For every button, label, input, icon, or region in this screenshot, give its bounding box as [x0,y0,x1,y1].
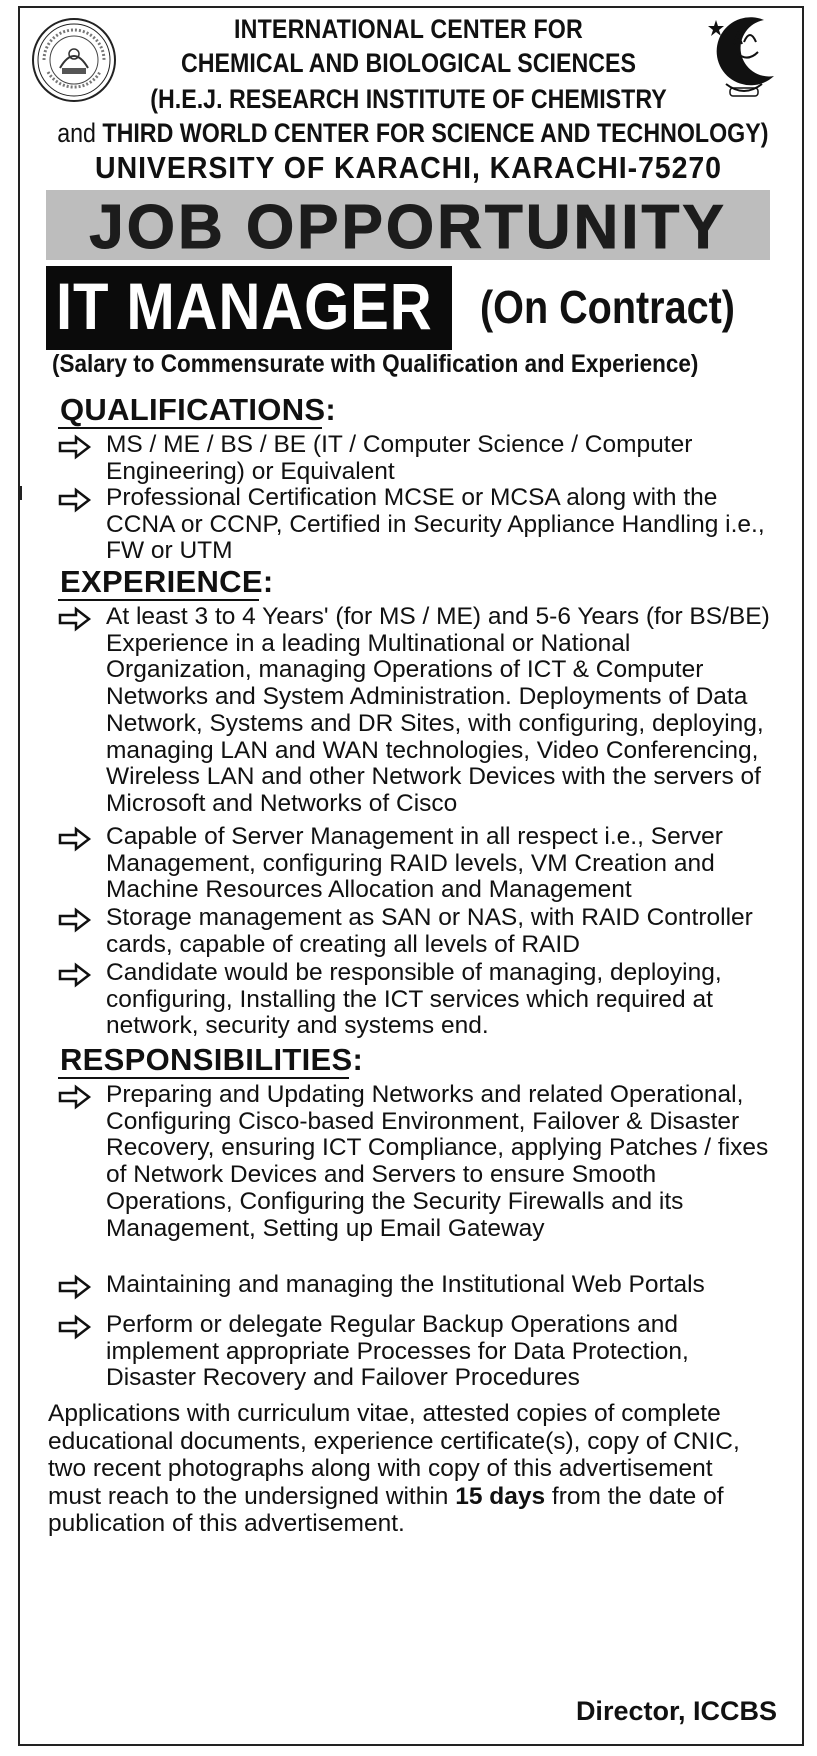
position-banner [46,266,770,352]
right-arrow-icon [58,434,92,460]
right-arrow-icon [58,1314,92,1340]
header-line-1: INTERNATIONAL CENTER FOR [234,14,583,44]
signature: Director, ICCBS [575,1696,777,1726]
header-line-2: CHEMICAL AND BIOLOGICAL SCIENCES [181,48,636,78]
list-item-text: Capable of Server Management in all respect i.e., Server Management, configuring RAID levels, VM Creation and Machine Resources Allocation and Management [106,823,723,904]
list-item-text: Perform or delegate Regular Backup Operations and implement appropriate Processes for Data Protection, Disaster Recovery and Failover Procedures [106,1311,689,1392]
border-tick [20,486,22,500]
right-arrow-icon [58,962,92,988]
list-item-text: MS / ME / BS / BE (IT / Computer Science / Computer Engineering) or Equivalent [106,431,693,485]
closing-text-before: Applications with curriculum vitae, attested copies of complete educational documents, experience certificate(s), copy of CNIC, two recent photographs along with copy of this advertisement must reach to the undersigned within [48,1400,740,1510]
deadline: 15 days [455,1482,546,1510]
right-arrow-icon [58,1274,92,1300]
header-line-4 [57,118,769,149]
experience-heading-text: EXPERIENCE [60,564,263,599]
salary-note: (Salary to Commensurate with Qualification and Experience) [52,350,699,378]
application-instructions [48,1400,770,1538]
banner-title: JOB OPPORTUNITY [89,193,727,262]
right-arrow-icon [58,487,92,513]
header-line-3-text: (H.E.J. RESEARCH INSTITUTE OF CHEMISTRY [150,84,667,114]
list-item-text: Storage management as SAN or NAS, with RAID Controller cards, capable of creating all levels of RAID [106,904,753,958]
university-name: UNIVERSITY OF KARACHI [95,150,472,185]
city-postcode: , KARACHI-75270 [471,150,722,185]
closing-text-after: from the date of publication of this advertisement. [48,1482,724,1537]
list-item-text: Candidate would be responsible of managing, deploying, configuring, Installing the ICT services which required at network, security and systems end. [106,959,722,1040]
header-line-4-prefix: and [57,118,103,148]
header-line-3 [57,84,760,115]
qualifications-heading-text: QUALIFICATIONS [60,392,326,427]
experience-heading: EXPERIENCE: [60,564,274,599]
right-arrow-icon [58,1084,92,1110]
header-line-5 [33,150,785,186]
position-title-box [46,266,452,350]
contract-type: (On Contract) [480,281,735,333]
header-line-4-bold: THIRD WORLD CENTER FOR SCIENCE AND TECHNOLOGY) [102,118,769,148]
right-arrow-icon [58,907,92,933]
right-arrow-icon [58,826,92,852]
responsibilities-heading: RESPONSIBILITIES: [60,1042,364,1077]
responsibilities-heading-text: RESPONSIBILITIES [60,1042,353,1077]
list-item-text: At least 3 to 4 Years' (for MS / ME) and 5-6 Years (for BS/BE) Experience in a leading Multinational or National Organization, managing Operations of ICT & Computer Networks and System Administration. Deployments of Data Network, Systems and DR Sites, with configuring, deploying, managing LAN and WAN technologies, Video Conferencing, Wireless LAN and other Network Devices with the servers of Microsoft and Networks of Cisco [106,603,770,817]
list-item-text: Preparing and Updating Networks and related Operational, Configuring Cisco-based Environment, Failover & Disaster Recovery, ensuring ICT Compliance, applying Patches / fixes of Network Devices and Servers to ensure Smooth Operations, Configuring the Security Firewalls and its Management, Setting up Email Gateway [106,1081,769,1242]
list-item-text: Maintaining and managing the Institutional Web Portals [106,1271,705,1298]
list-item-text: Professional Certification MCSE or MCSA along with the CCNA or CCNP, Certified in Security Appliance Handling i.e., FW or UTM [106,484,765,565]
position-title: IT MANAGER [56,269,433,343]
qualifications-heading: QUALIFICATIONS: [60,392,337,427]
right-arrow-icon [58,606,92,632]
job-opportunity-banner [46,190,770,260]
